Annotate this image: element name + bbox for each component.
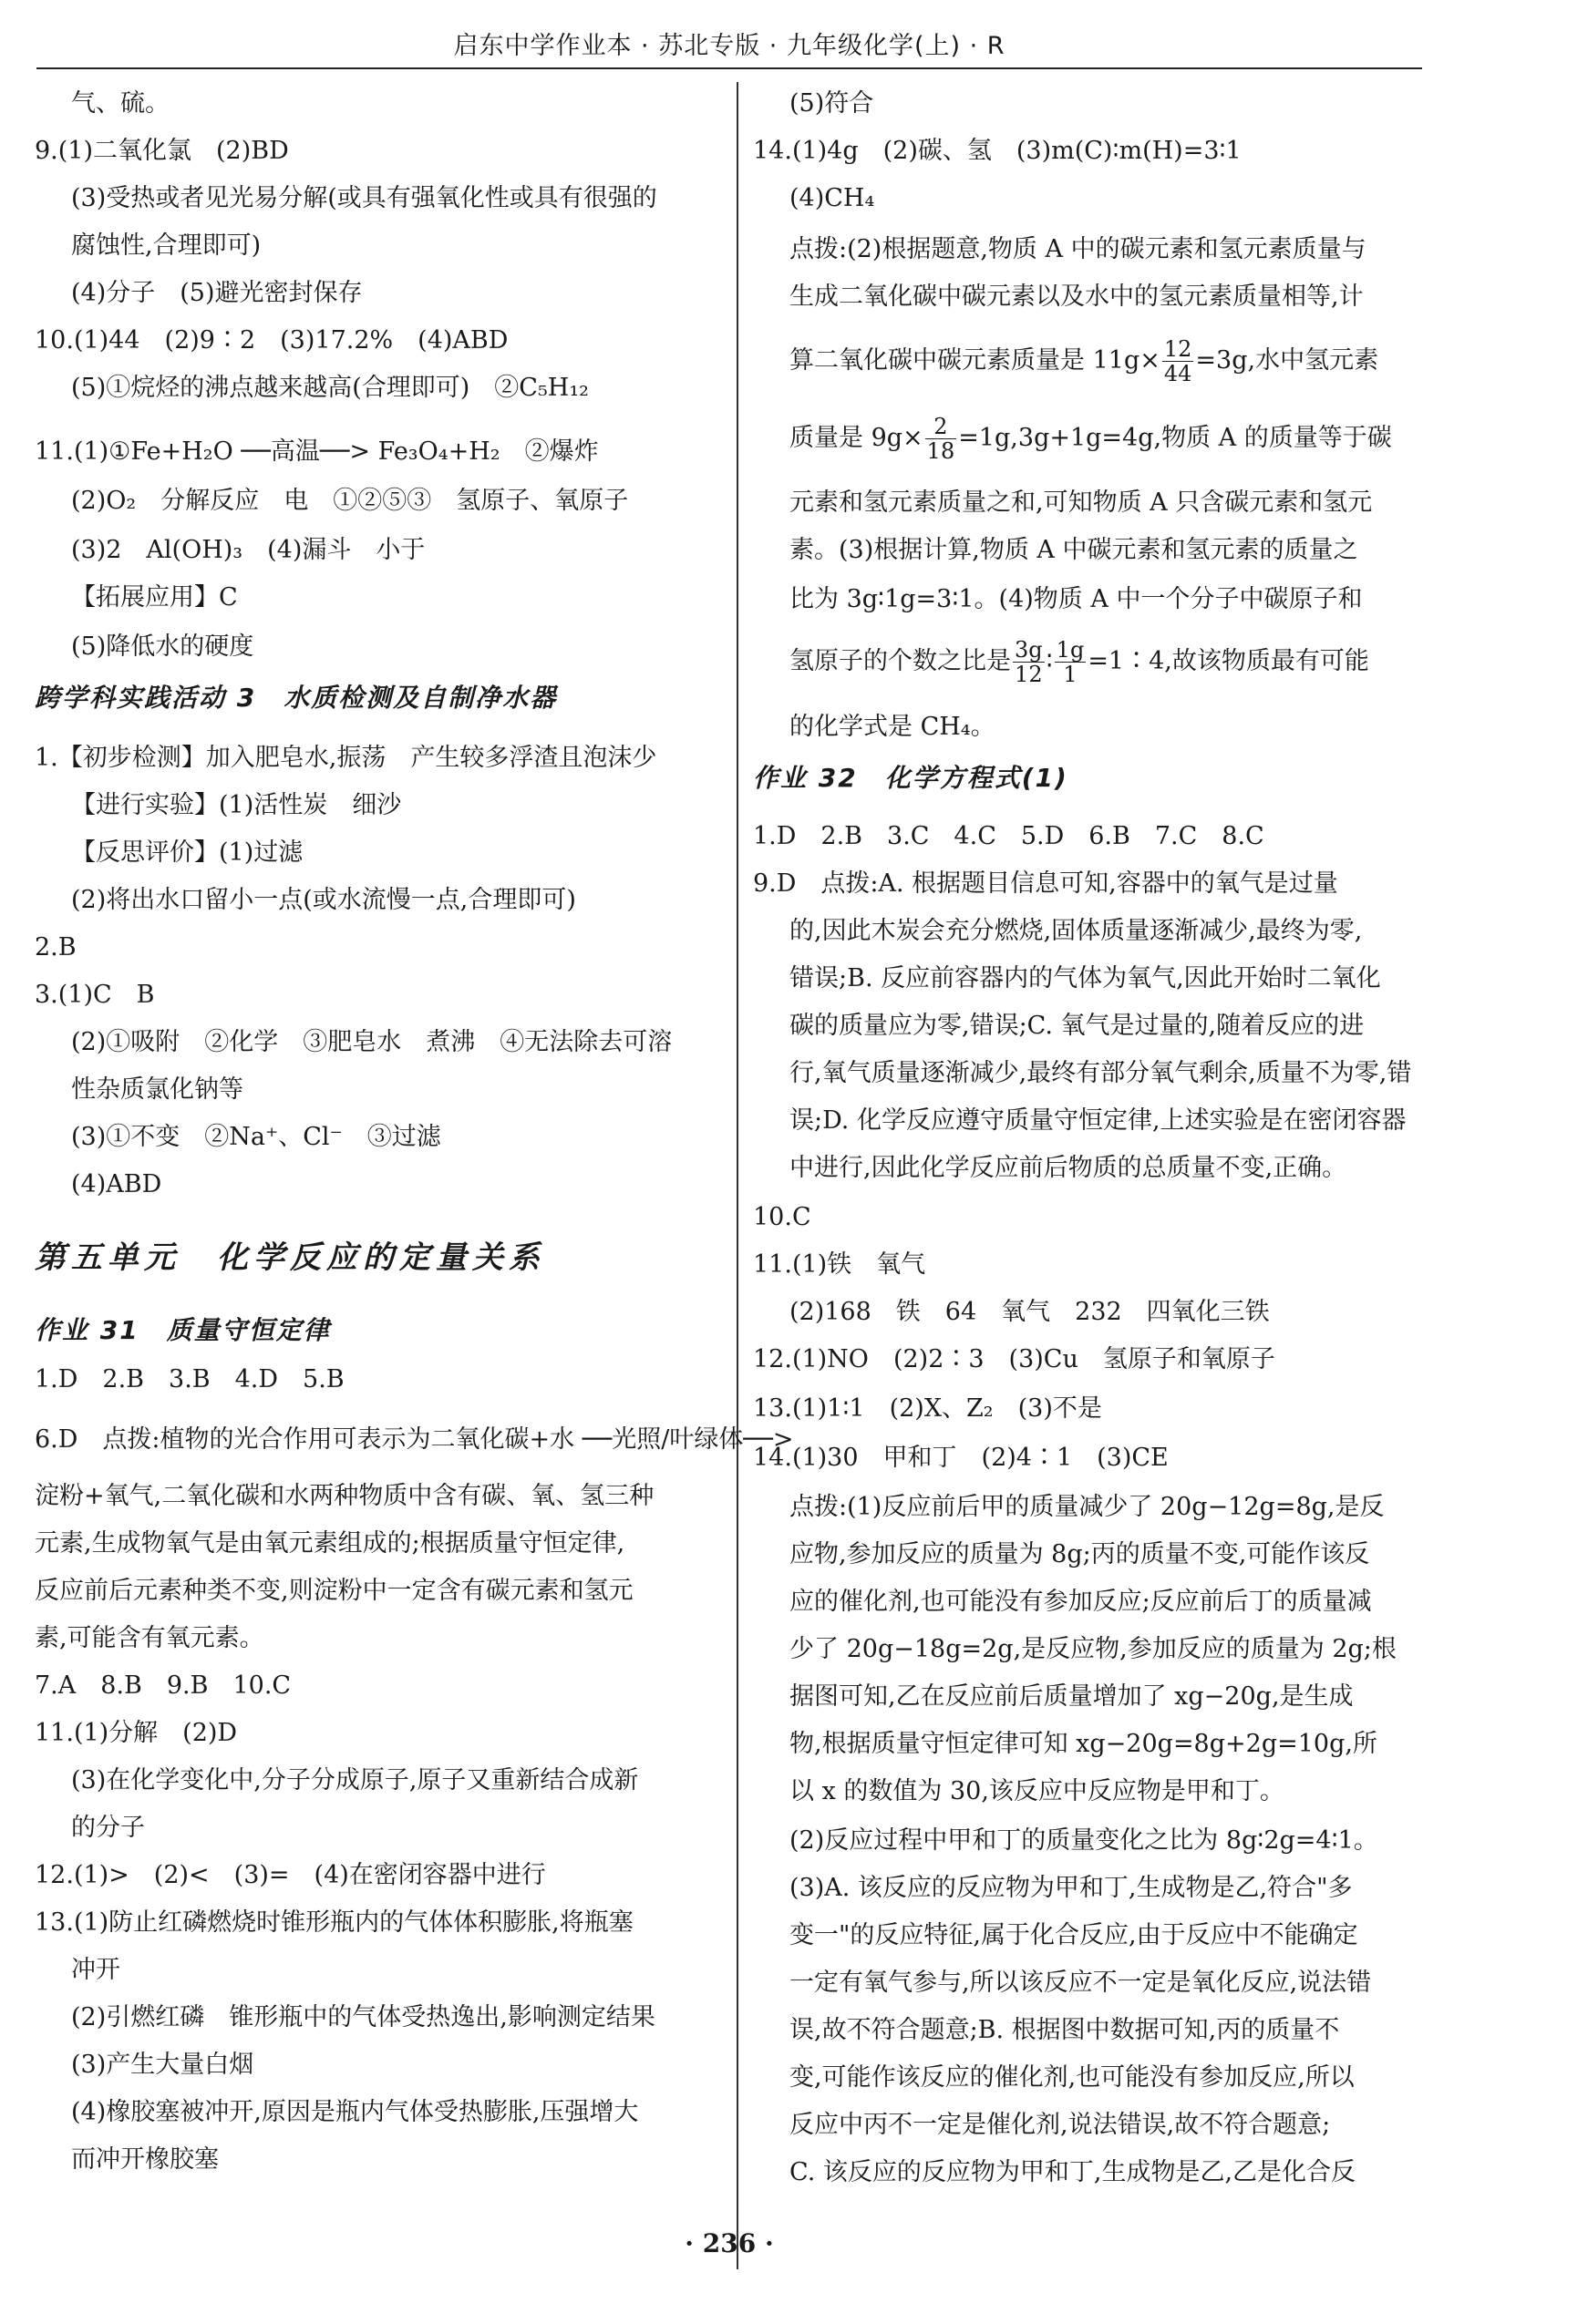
answer-line: 元素和氢元素质量之和,可知物质 A 只含碳元素和氢元 [789, 488, 1373, 517]
answer-line: (4)ABD [71, 1170, 162, 1198]
answer-line: 而冲开橡胶塞 [71, 2145, 219, 2174]
answer-line: 点拨:(2)根据题意,物质 A 中的碳元素和氢元素质量与 [789, 235, 1366, 263]
text-run: ∶ [1046, 647, 1053, 675]
fraction-denominator: 1 [1063, 662, 1078, 687]
section-heading-activity: 跨学科实践活动 3 水质检测及自制净水器 [35, 683, 558, 713]
answer-line: 【拓展应用】C [71, 583, 238, 612]
answer-line: 的,因此木炭会充分燃烧,固体质量逐渐减少,最终为零, [789, 917, 1363, 945]
page-number: · 236 · [685, 2228, 774, 2258]
answer-line: 变,可能作该反应的催化剂,也可能没有参加反应,所以 [789, 2063, 1355, 2092]
answer-line: (3)2 Al(OH)₃ (4)漏斗 小于 [71, 536, 426, 564]
answer-line: 以 x 的数值为 30,该反应中反应物是甲和丁。 [789, 1777, 1284, 1805]
answer-line: 14.(1)30 甲和丁 (2)4∶1 (3)CE [753, 1444, 1169, 1472]
answer-line: (3)产生大量白烟 [71, 2051, 254, 2079]
answer-line: 10.(1)44 (2)9∶2 (3)17.2% (4)ABD [35, 326, 509, 355]
section-heading-hw32: 作业 32 化学方程式(1) [753, 763, 1068, 793]
answer-line: 13.(1)防止红磷燃烧时锥形瓶内的气体体积膨胀,将瓶塞 [35, 1908, 634, 1937]
fraction [1162, 337, 1194, 386]
text-run: =3g,水中氢元素 [1195, 346, 1379, 375]
text-run: 氢原子的个数之比是 [789, 647, 1011, 675]
answer-line: (3)A. 该反应的反应物为甲和丁,生成物是乙,符合"多 [789, 1874, 1353, 1902]
answer-line: (4)CH₄ [789, 184, 875, 212]
answer-line-fraction [789, 411, 1392, 466]
answer-line: 1.【初步检测】加入肥皂水,振荡 产生较多浮渣且泡沫少 [35, 744, 657, 772]
answer-line: 误,故不符合题意;B. 根据图中数据可知,丙的质量不 [789, 2016, 1340, 2044]
answer-line: 行,氧气质量逐渐减少,最终有部分氧气剩余,质量不为零,错 [789, 1059, 1412, 1087]
answer-line: 10.C [753, 1203, 811, 1231]
answer-line: 2.B [35, 933, 77, 961]
answer-line: 12.(1)> (2)< (3)= (4)在密闭容器中进行 [35, 1861, 546, 1889]
answer-line: (2)反应过程中甲和丁的质量变化之比为 8g∶2g=4∶1。 [789, 1826, 1378, 1855]
fraction-numerator: 2 [925, 415, 957, 439]
answer-line: 反应前后元素种类不变,则淀粉中一定含有碳元素和氢元 [35, 1577, 634, 1605]
fraction-denominator: 12 [1015, 662, 1043, 687]
answer-line: 【进行实验】(1)活性炭 细沙 [71, 791, 402, 819]
answer-line: 素,可能含有氧元素。 [35, 1624, 264, 1652]
page-header: 启东中学作业本 · 苏北专版 · 九年级化学(上) · R [453, 32, 1005, 60]
answer-line: 9.(1)二氧化氯 (2)BD [35, 137, 289, 165]
answer-line: 据图可知,乙在反应前后质量增加了 xg−20g,是生成 [789, 1682, 1354, 1711]
answer-line: 6.D 点拨:植物的光合作用可表示为二氧化碳+水 ──光照/叶绿体──> [35, 1425, 794, 1454]
answer-line: (4)橡胶塞被冲开,原因是瓶内气体受热膨胀,压强增大 [71, 2098, 639, 2126]
answer-line: (5)符合 [789, 89, 874, 118]
answer-line: 1.D 2.B 3.B 4.D 5.B [35, 1365, 345, 1393]
answer-line: 11.(1)铁 氧气 [753, 1250, 926, 1279]
answer-line: 【反思评价】(1)过滤 [71, 838, 304, 867]
answer-line: (4)分子 (5)避光密封保存 [71, 279, 363, 307]
answer-line-fraction [789, 334, 1378, 388]
answer-line: 一定有氧气参与,所以该反应不一定是氧化反应,说法错 [789, 1969, 1372, 1997]
answer-line: (3)受热或者见光易分解(或具有强氧化性或具有很强的 [71, 184, 657, 212]
answer-line: 7.A 8.B 9.B 10.C [35, 1671, 292, 1700]
answer-line: 9.D 点拨:A. 根据题目信息可知,容器中的氧气是过量 [753, 869, 1338, 898]
answer-line: 淀粉+氧气,二氧化碳和水两种物质中含有碳、氧、氢三种 [35, 1482, 655, 1510]
answer-line: (5)降低水的硬度 [71, 632, 254, 661]
text-run: =1∶4,故该物质最有可能 [1088, 647, 1369, 675]
answer-line: 物,根据质量守恒定律可知 xg−20g=8g+2g=10g,所 [789, 1730, 1377, 1758]
answer-line-fraction [789, 634, 1369, 689]
answer-line: 点拨:(1)反应前后甲的质量减少了 20g−12g=8g,是反 [789, 1493, 1385, 1521]
answer-line: 的分子 [71, 1814, 145, 1842]
answer-line: 应的催化剂,也可能没有参加反应;反应前后丁的质量减 [789, 1588, 1372, 1616]
answer-line: (2)引燃红磷 锥形瓶中的气体受热逸出,影响测定结果 [71, 2003, 655, 2031]
fraction [925, 415, 957, 463]
answer-line: 少了 20g−18g=2g,是反应物,参加反应的质量为 2g;根 [789, 1635, 1397, 1663]
text-run: =1g,3g+1g=4g,物质 A 的质量等于碳 [958, 424, 1392, 452]
section-heading-hw31: 作业 31 质量守恒定律 [35, 1315, 331, 1345]
answer-line: C. 该反应的反应物为甲和丁,生成物是乙,乙是化合反 [789, 2158, 1356, 2186]
answer-line: 3.(1)C B [35, 981, 155, 1009]
answer-line: (3)①不变 ②Na⁺、Cl⁻ ③过滤 [71, 1123, 441, 1151]
answer-line: 应物,参加反应的质量为 8g;丙的质量不变,可能作该反 [789, 1540, 1370, 1568]
unit-heading: 第五单元 化学反应的定量关系 [35, 1239, 545, 1276]
answer-line: 11.(1)分解 (2)D [35, 1719, 238, 1747]
answer-line: (2)O₂ 分解反应 电 ①②⑤③ 氢原子、氧原子 [71, 487, 629, 515]
answer-line: 素。(3)根据计算,物质 A 中碳元素和氢元素的质量之 [789, 536, 1358, 564]
answer-line: 元素,生成物氧气是由氧元素组成的;根据质量守恒定律, [35, 1529, 625, 1558]
text-run: 质量是 9g× [789, 424, 923, 452]
answer-line: 13.(1)1∶1 (2)X、Z₂ (3)不是 [753, 1394, 1102, 1423]
text-run: 算二氧化碳中碳元素质量是 11g× [789, 346, 1160, 375]
answer-line: 12.(1)NO (2)2∶3 (3)Cu 氢原子和氧原子 [753, 1345, 1275, 1373]
fraction-denominator: 44 [1163, 361, 1192, 386]
answer-line: (5)①烷烃的沸点越来越高(合理即可) ②C₅H₁₂ [71, 374, 589, 402]
answer-line: 气、硫。 [71, 89, 170, 118]
fraction-numerator: 12 [1163, 336, 1192, 362]
answer-line: 比为 3g∶1g=3∶1。(4)物质 A 中一个分子中碳原子和 [789, 585, 1363, 613]
answer-line: 14.(1)4g (2)碳、氢 (3)m(C)∶m(H)=3∶1 [753, 137, 1242, 165]
fraction-numerator: 1g [1056, 637, 1085, 663]
answer-line: (2)168 铁 64 氧气 232 四氧化三铁 [789, 1298, 1270, 1326]
answer-line: (2)①吸附 ②化学 ③肥皂水 煮沸 ④无法除去可溶 [71, 1028, 673, 1056]
answer-line: 生成二氧化碳中碳元素以及水中的氢元素质量相等,计 [789, 283, 1364, 311]
answer-line: 11.(1)①Fe+H₂O ──高温──> Fe₃O₄+H₂ ②爆炸 [35, 437, 599, 466]
answer-line: 中进行,因此化学反应前后物质的总质量不变,正确。 [789, 1154, 1347, 1182]
answer-line: (3)在化学变化中,分子分成原子,原子又重新结合成新 [71, 1766, 639, 1794]
header-rule [36, 67, 1422, 69]
fraction [1055, 638, 1087, 686]
column-divider [737, 82, 738, 2269]
answer-line: 误;D. 化学反应遵守质量守恒定律,上述实验是在密闭容器 [789, 1106, 1407, 1135]
answer-line: 碳的质量应为零,错误;C. 氧气是过量的,随着反应的进 [789, 1012, 1365, 1040]
answer-line: 变一"的反应特征,属于化合反应,由于反应中不能确定 [789, 1921, 1358, 1949]
answer-line: 腐蚀性,合理即可) [71, 231, 262, 260]
fraction [1013, 638, 1045, 686]
fraction-denominator: 18 [926, 438, 955, 464]
answer-line: 的化学式是 CH₄。 [789, 713, 995, 741]
fraction-numerator: 3g [1015, 637, 1043, 663]
answer-line: (2)将出水口留小一点(或水流慢一点,合理即可) [71, 886, 576, 914]
answer-line: 1.D 2.B 3.C 4.C 5.D 6.B 7.C 8.C [753, 822, 1264, 850]
answer-line: 性杂质氯化钠等 [71, 1075, 243, 1104]
answer-line: 冲开 [71, 1956, 120, 1984]
answer-line: 错误;B. 反应前容器内的气体为氧气,因此开始时二氧化 [789, 964, 1381, 992]
answer-line: 反应中丙不一定是催化剂,说法错误,故不符合题意; [789, 2111, 1331, 2139]
